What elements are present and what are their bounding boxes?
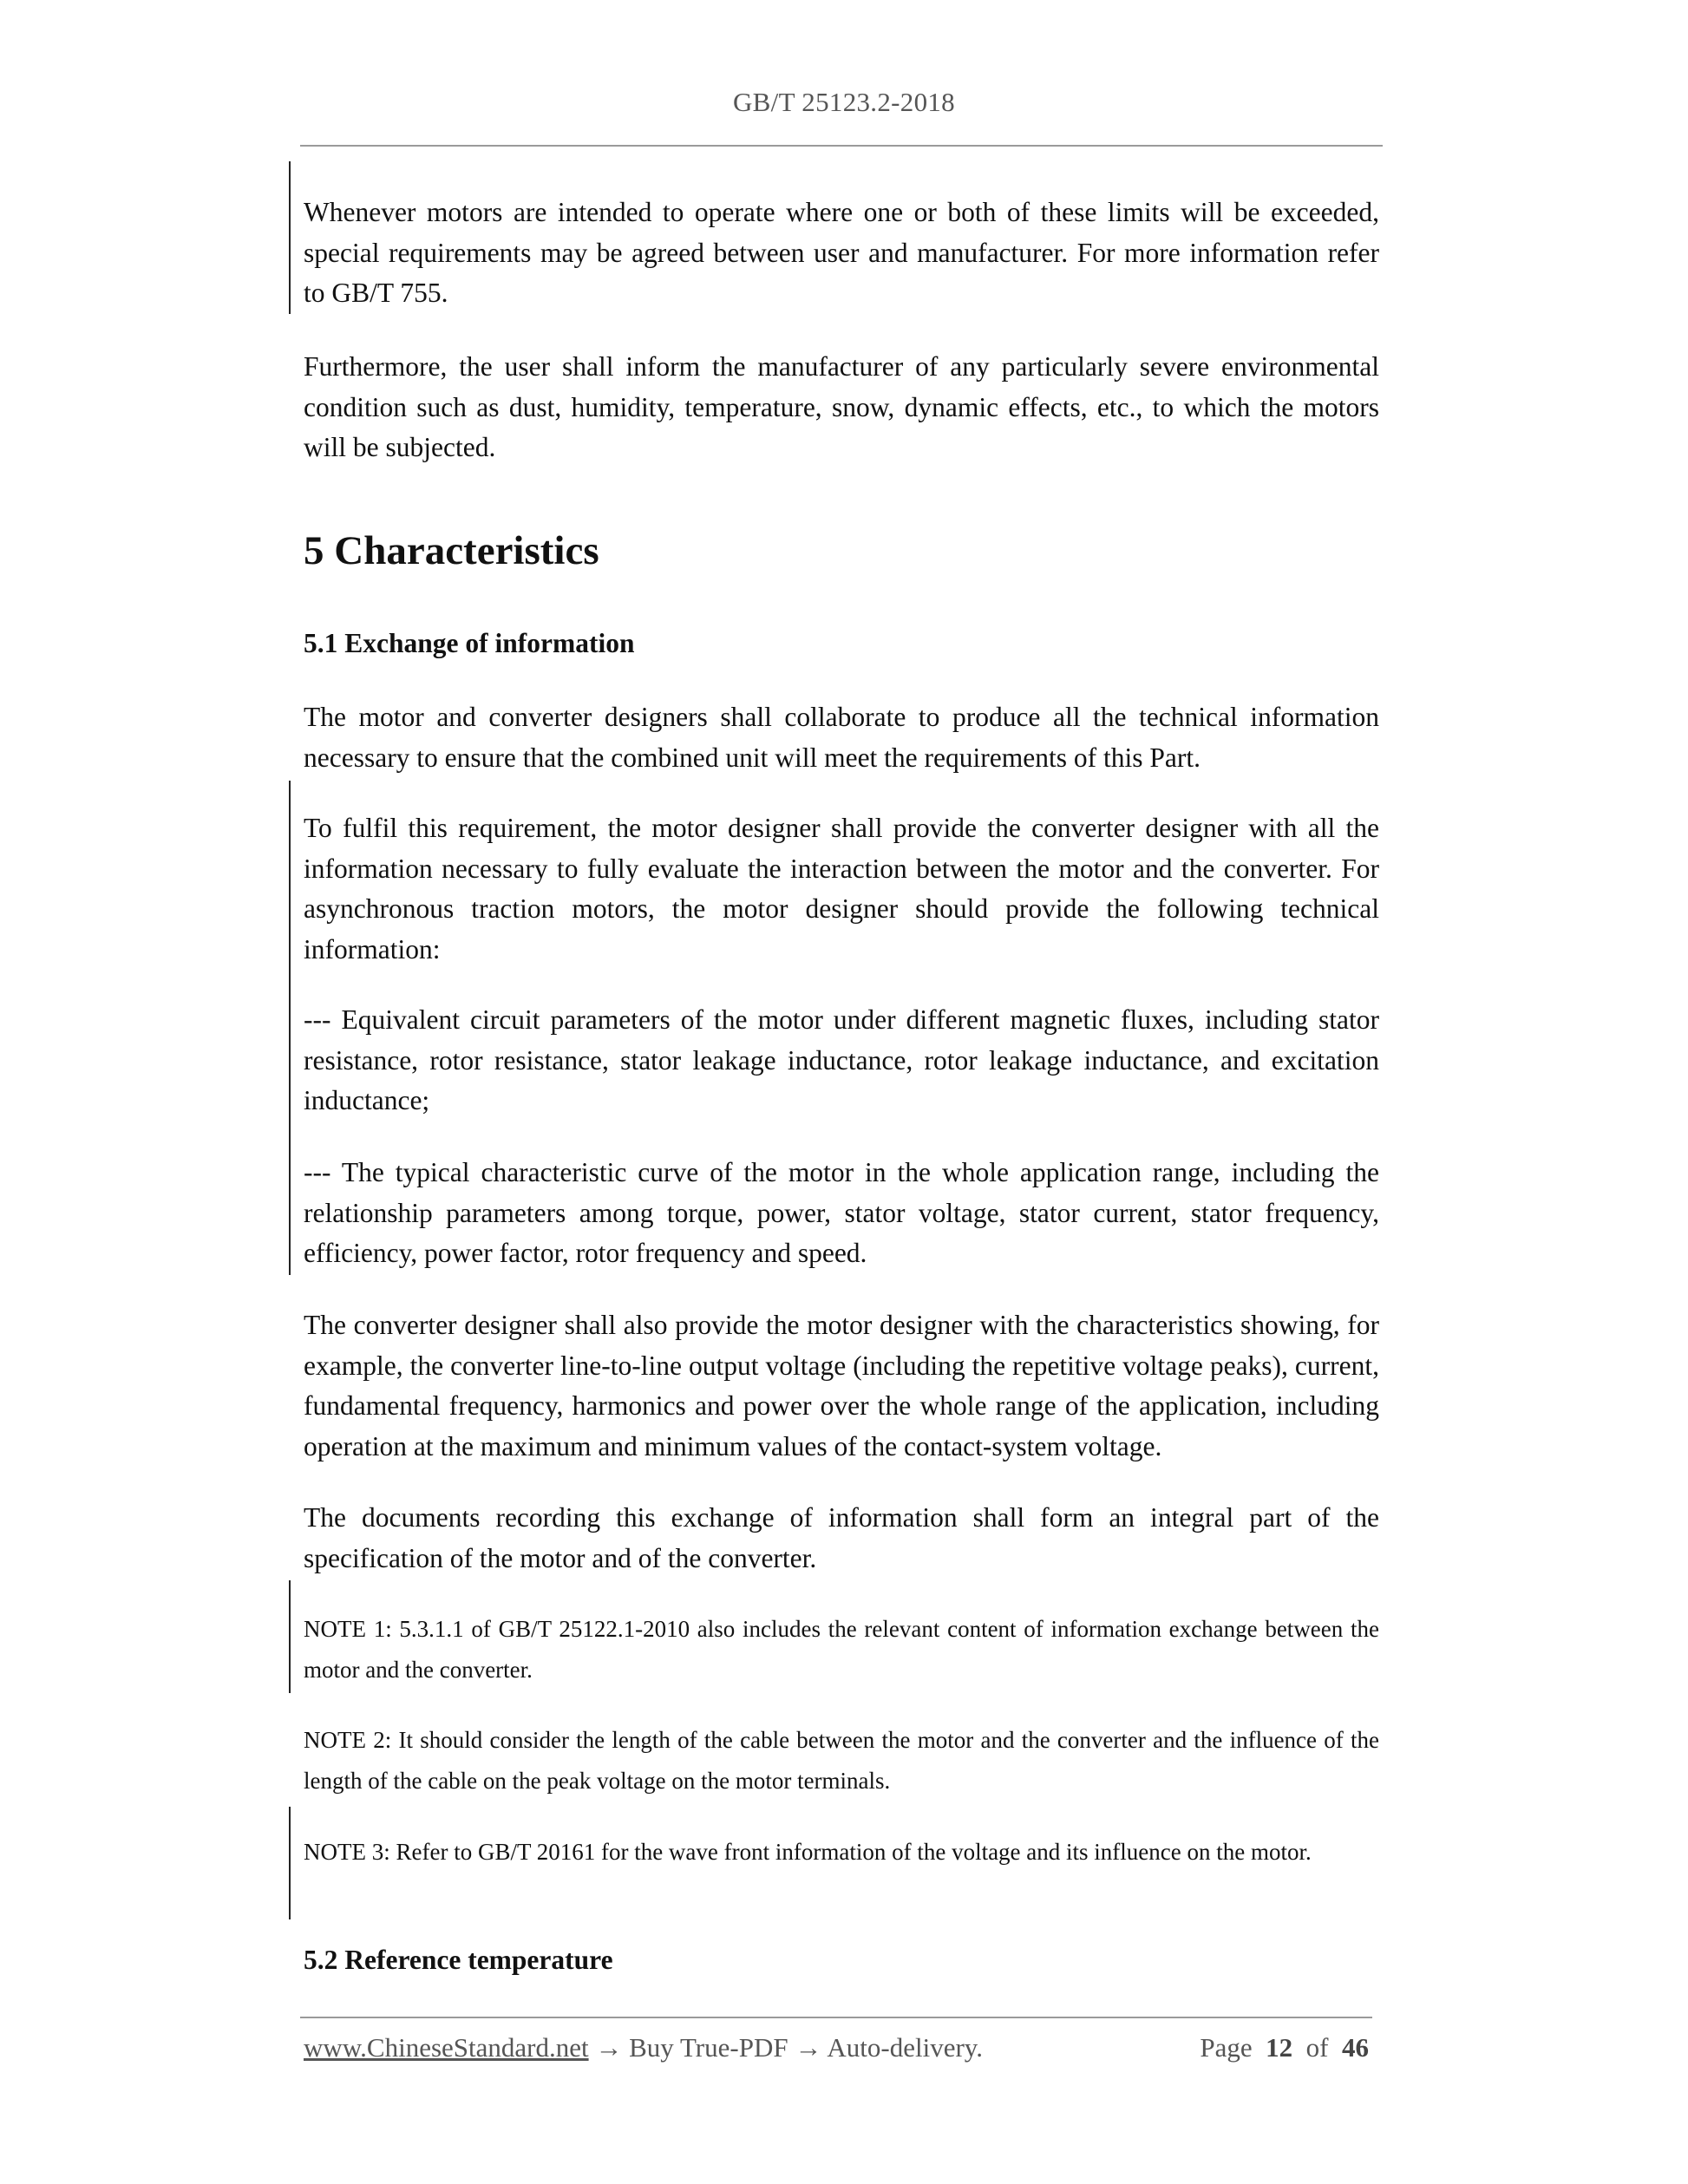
- change-bar: [289, 161, 291, 314]
- list-item-characteristic-curve: --- The typical characteristic curve of the motor in the whole application range, including the relationship parameters among torque, power, stator voltage, stator current, stator frequency, efficiency, power factor, rotor frequency and speed.: [304, 1157, 1379, 1268]
- paragraph-motor-designer: To fulfil this requirement, the motor designer shall provide the converter designer with all the information necessary to fully evaluate the interaction between the motor and the converter. For asynchronous traction motors, the motor designer should provide the following technical information:: [304, 813, 1379, 964]
- auto-delivery-text: Auto-delivery.: [827, 2032, 984, 2063]
- section-heading-5-1: 5.1 Exchange of information: [304, 628, 635, 658]
- list-item-equivalent-circuit: --- Equivalent circuit parameters of the motor under different magnetic fluxes, including stator resistance, rotor resistance, stator leakage inductance, rotor leakage inductance, and excitation inductance;: [304, 1004, 1379, 1115]
- arrow-right-icon: →: [595, 2032, 623, 2063]
- paragraph-converter-designer: The converter designer shall also provide the motor designer with the characteristics showing, for example, the converter line-to-line output voltage (including the repetitive voltage peaks), current, fundamental frequency, harmonics and power over the whole range of the application, including operation at the maximum and minimum values of the contact-system voltage.: [304, 1310, 1379, 1461]
- page-label: Page: [1200, 2032, 1253, 2063]
- page-footer: [304, 2032, 1369, 2063]
- total-pages: 46: [1342, 2032, 1369, 2063]
- header-divider: [300, 145, 1383, 147]
- footer-divider: [300, 2017, 1372, 2018]
- paragraph-collaborate: The motor and converter designers shall collaborate to produce all the technical information necessary to ensure that the combined unit will meet the requirements of this Part.: [304, 702, 1379, 773]
- current-page: 12: [1266, 2032, 1293, 2063]
- page-indicator: [1200, 2032, 1369, 2063]
- section-heading-5: 5 Characteristics: [304, 528, 599, 573]
- change-bar: [289, 1580, 291, 1693]
- site-link[interactable]: www.ChineseStandard.net: [304, 2032, 589, 2063]
- note-1: NOTE 1: 5.3.1.1 of GB/T 25122.1-2010 also includes the relevant content of information exchange between the motor and the converter.: [304, 1616, 1379, 1683]
- note-2: NOTE 2: It should consider the length of the cable between the motor and the converter and the influence of the length of the cable on the peak voltage on the motor terminals.: [304, 1727, 1379, 1794]
- change-bar: [289, 781, 291, 1275]
- of-label: of: [1305, 2032, 1329, 2063]
- paragraph-documents: The documents recording this exchange of information shall form an integral part of the specification of the motor and of the converter.: [304, 1502, 1379, 1573]
- paragraph-environment: Furthermore, the user shall inform the manufacturer of any particularly severe environmental condition such as dust, humidity, temperature, snow, dynamic effects, etc., to which the motors will be subjected.: [304, 351, 1379, 462]
- arrow-right-icon: →: [795, 2032, 822, 2063]
- paragraph-limits: Whenever motors are intended to operate where one or both of these limits will be exceeded, special requirements may be agreed between user and manufacturer. For more information refer to GB/T 755.: [304, 197, 1379, 308]
- page-header: GB/T 25123.2-2018: [733, 87, 955, 117]
- buy-true-pdf-text: Buy True-PDF: [629, 2032, 788, 2063]
- note-3: NOTE 3: Refer to GB/T 20161 for the wave front information of the voltage and its influence on the motor.: [304, 1839, 1312, 1865]
- section-heading-5-2: 5.2 Reference temperature: [304, 1945, 613, 1975]
- change-bar: [289, 1807, 291, 1919]
